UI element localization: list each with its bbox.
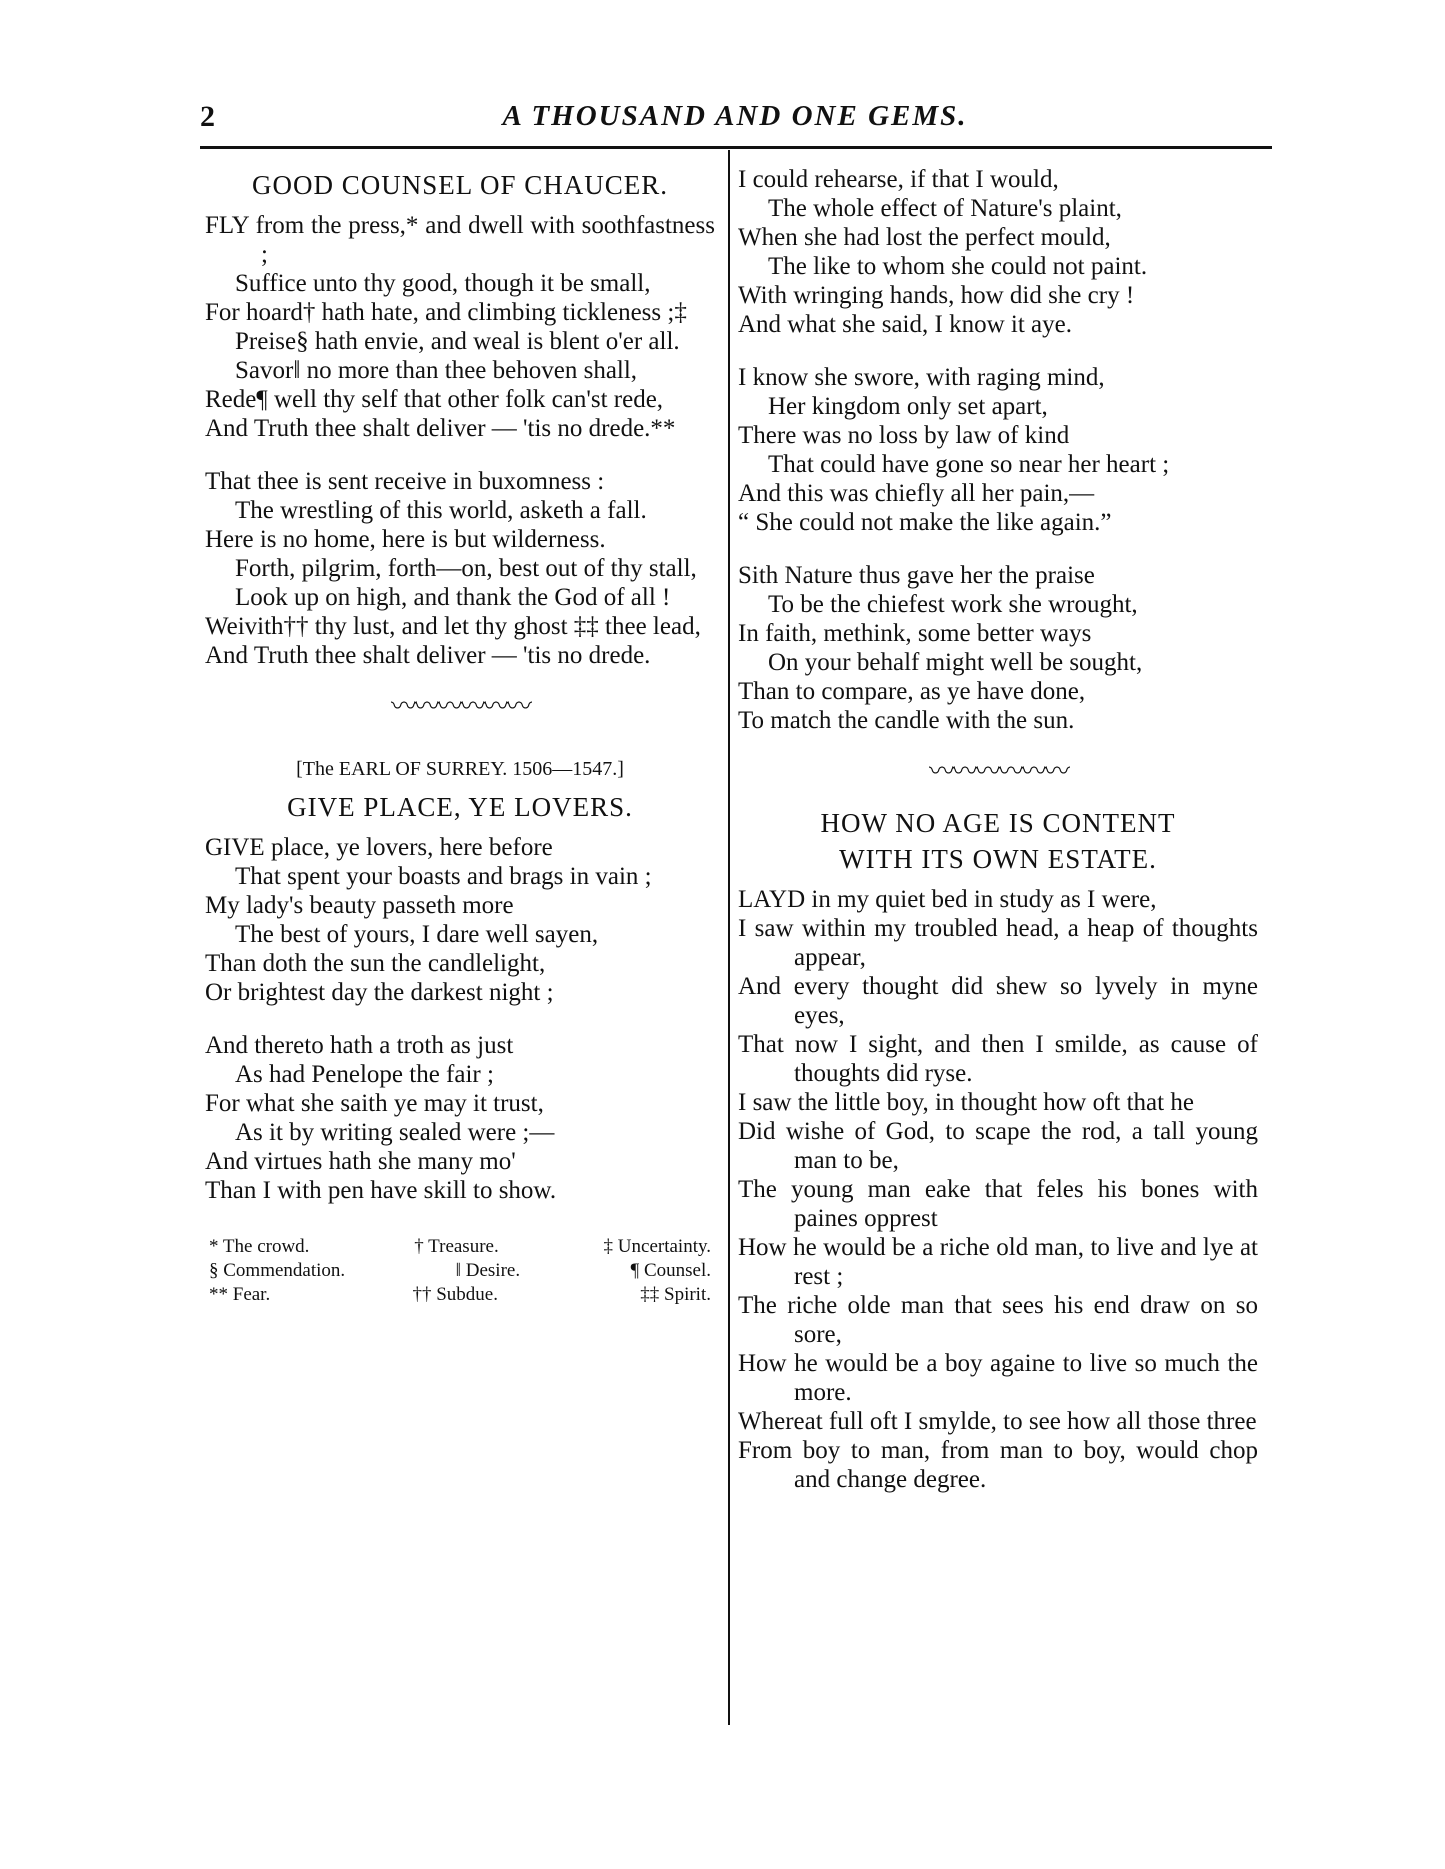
verse-line: That now I sight, and then I smilde, as cause of thoughts did ryse.	[738, 1031, 1258, 1087]
verse-line: Forth, pilgrim, forth—on, best out of thy stall,	[235, 555, 697, 582]
stanza	[205, 833, 715, 1007]
give-place-poem-continued	[738, 165, 1258, 735]
footnote: †† Subdue.	[412, 1284, 498, 1305]
footnote-row	[205, 1235, 715, 1259]
verse-line: To be the chiefest work she wrought,	[768, 591, 1138, 618]
verse-line: Than doth the sun the candlelight,	[205, 950, 546, 977]
verse-line: For what she saith ye may it trust,	[205, 1090, 544, 1117]
verse-line: Or brightest day the darkest night ;	[205, 979, 554, 1006]
footnote-row	[205, 1283, 715, 1307]
verse-line: For hoard† hath hate, and climbing tickleness ;‡	[205, 299, 687, 326]
section-ornament: 〰〰〰〰〰〰	[928, 757, 1067, 786]
verse-line: The like to whom she could not paint.	[768, 253, 1148, 280]
verse-line: And what she said, I know it aye.	[738, 311, 1072, 338]
left-column	[205, 165, 715, 1307]
verse-line: Whereat full oft I smylde, to see how all those three	[738, 1408, 1257, 1435]
page-number: 2	[200, 100, 215, 133]
footnote: § Commendation.	[209, 1260, 346, 1281]
running-title: A THOUSAND AND ONE GEMS.	[502, 100, 968, 132]
verse-line: Preise§ hath envie, and weal is blent o'er all.	[235, 328, 680, 355]
verse-line: On your behalf might well be sought,	[768, 649, 1143, 676]
footnote-row	[205, 1259, 715, 1283]
verse-line: The whole effect of Nature's plaint,	[768, 195, 1122, 222]
verse-line: With wringing hands, how did she cry !	[738, 282, 1135, 309]
verse-line: Weivith†† thy lust, and let thy ghost ‡‡ thee lead,	[205, 613, 701, 640]
verse-line: And Truth thee shalt deliver — 'tis no drede.	[205, 642, 651, 669]
footnote: ‡ Uncertainty.	[603, 1236, 711, 1257]
verse-line: I could rehearse, if that I would,	[738, 166, 1059, 193]
verse-line: There was no loss by law of kind	[738, 422, 1070, 449]
verse-line: Look up on high, and thank the God of all !	[235, 584, 671, 611]
verse-line: Her kingdom only set apart,	[768, 393, 1048, 420]
verse-line: That spent your boasts and brags in vain ;	[235, 863, 652, 890]
verse-line: My lady's beauty passeth more	[205, 892, 514, 919]
page-header	[200, 100, 1270, 144]
column-divider	[728, 150, 730, 1725]
verse-line: As it by writing sealed were ;—	[235, 1119, 555, 1146]
poem-title-chaucer: GOOD COUNSEL OF CHAUCER.	[251, 170, 669, 200]
no-age-poem	[738, 885, 1258, 1494]
footnote: ¶ Counsel.	[630, 1260, 711, 1281]
verse-line: To match the candle with the sun.	[738, 707, 1075, 734]
verse-line: The riche olde man that sees his end draw on so sore,	[738, 1292, 1258, 1348]
verse-line: The wrestling of this world, asketh a fall.	[235, 497, 647, 524]
section-ornament: 〰〰〰〰〰〰	[390, 692, 529, 721]
right-column	[738, 165, 1258, 1494]
poem-title-no-age-line2: WITH ITS OWN ESTATE.	[839, 844, 1157, 874]
verse-line: Than to compare, as ye have done,	[738, 678, 1086, 705]
verse-line: And every thought did shew so lyvely in myne eyes,	[738, 973, 1258, 1029]
verse-line: Rede¶ well thy self that other folk can'st rede,	[205, 386, 664, 413]
verse-line: When she had lost the perfect mould,	[738, 224, 1111, 251]
stanza	[738, 363, 1258, 537]
stanza	[738, 165, 1258, 339]
verse-line: Than I with pen have skill to show.	[205, 1177, 557, 1204]
poem-attribution: [The EARL OF SURREY. 1506—1547.]	[296, 758, 624, 780]
verse-line: Here is no home, here is but wilderness.	[205, 526, 606, 553]
verse-line: The best of yours, I dare well sayen,	[235, 921, 599, 948]
stanza	[205, 467, 715, 670]
poem-title-give-place: GIVE PLACE, YE LOVERS.	[287, 792, 633, 822]
verse-line: FLY from the press,* and dwell with soothfastness ;	[205, 212, 715, 268]
stanza	[205, 211, 715, 443]
verse-line: Did wishe of God, to scape the rod, a tall young man to be,	[738, 1118, 1258, 1174]
verse-line: And Truth thee shalt deliver — 'tis no drede.**	[205, 415, 676, 442]
stanza	[205, 1031, 715, 1205]
verse-line: I know she swore, with raging mind,	[738, 364, 1105, 391]
verse-line: That thee is sent receive in buxomness :	[205, 468, 605, 495]
footnote: * The crowd.	[209, 1236, 310, 1257]
verse-line: LAYD in my quiet bed in study as I were,	[738, 886, 1157, 913]
verse-line: From boy to man, from man to boy, would chop and change degree.	[738, 1437, 1258, 1493]
chaucer-poem	[205, 211, 715, 670]
verse-line: The young man eake that feles his bones with paines opprest	[738, 1176, 1258, 1232]
verse-line: I saw within my troubled head, a heap of thoughts appear,	[738, 915, 1258, 971]
footnote: ** Fear.	[209, 1284, 271, 1305]
verse-line: As had Penelope the fair ;	[235, 1061, 494, 1088]
verse-line: How he would be a boy againe to live so much the more.	[738, 1350, 1258, 1406]
footnotes	[205, 1235, 715, 1307]
footnote: † Treasure.	[414, 1236, 499, 1257]
verse-line: Savor‖ no more than thee behoven shall,	[235, 357, 638, 384]
verse-line: Suffice unto thy good, though it be small,	[235, 270, 651, 297]
verse-line: That could have gone so near her heart ;	[768, 451, 1170, 478]
verse-line: And virtues hath she many mo'	[205, 1148, 516, 1175]
verse-line: I saw the little boy, in thought how oft that he	[738, 1089, 1194, 1116]
verse-line: GIVE place, ye lovers, here before	[205, 834, 553, 861]
verse-line: And this was chiefly all her pain,—	[738, 480, 1095, 507]
header-rule	[200, 146, 1272, 149]
poem-title-no-age-line1: HOW NO AGE IS CONTENT	[820, 808, 1176, 838]
verse-line: How he would be a riche old man, to live and lye at rest ;	[738, 1234, 1258, 1290]
verse-line: And thereto hath a troth as just	[205, 1032, 514, 1059]
stanza	[738, 561, 1258, 735]
verse-line: “ She could not make the like again.”	[738, 509, 1112, 536]
verse-line: In faith, methink, some better ways	[738, 620, 1092, 647]
footnote: ‖ Desire.	[455, 1260, 521, 1281]
give-place-poem	[205, 833, 715, 1205]
verse-line: Sith Nature thus gave her the praise	[738, 562, 1095, 589]
footnote: ‡‡ Spirit.	[640, 1284, 711, 1305]
